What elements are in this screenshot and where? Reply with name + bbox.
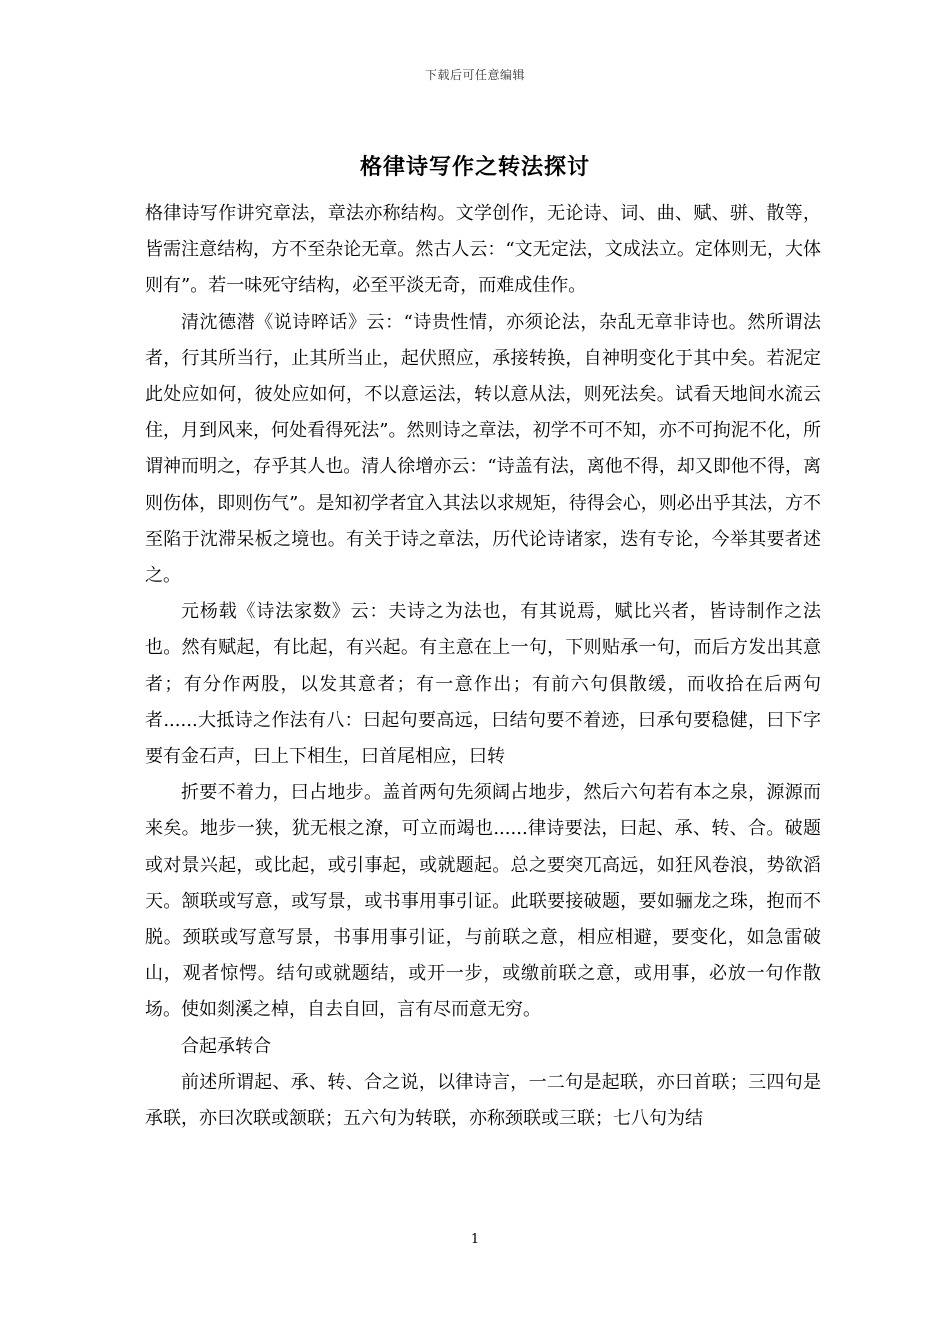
document-body [145, 196, 821, 1137]
paragraph-3: 元杨载《诗法家数》云：夫诗之为法也，有其说焉，赋比兴者，皆诗制作之法也。然有赋起，有比起，有兴起。有主意在上一句，下则贴承一句，而后方发出其意者；有分作两股，以发其意者；有一意作出；有前六句俱散缓，而收拾在后两句者......大抵诗之作法有八：曰起句要高远，曰结句要不着迹，曰承句要稳健，曰下字要有金石声，曰上下相生，曰首尾相应，曰转 [145, 601, 821, 768]
paragraph-1: 格律诗写作讲究章法，章法亦称结构。文学创作，无论诗、词、曲、赋、骈、散等，皆需注意结构，方不至杂论无章。然古人云：“文无定法，文成法立。定体则无，大体则有”。若一味死守结构，必至平淡无奇，而难成佳作。 [145, 203, 821, 297]
document-title: 格律诗写作之转法探讨 [359, 154, 590, 180]
paragraph-4: 折要不着力，曰占地步。盖首两句先须阔占地步，然后六句若有本之泉，源源而来矣。地步一狭，犹无根之潦，可立而竭也......律诗要法，曰起、承、转、合。破题或对景兴起，或比起，或引事起，或就题起。总之要突兀高远，如狂风卷浪，势欲滔天。颔联或写意，或写景，或书事用事引证。此联要接破题，要如骊龙之珠，抱而不脱。颈联或写意写景，书事用事引证，与前联之意，相应相避，要变化，如急雷破山，观者惊愕。结句或就题结，或开一步，或缴前联之意，或用事，必放一句作散场。使如剡溪之棹，自去自回，言有尽而意无穷。 [145, 782, 821, 1021]
section-heading: 合起承转合 [181, 1035, 271, 1057]
page-number: 1 [470, 1232, 480, 1247]
paragraph-2: 清沈德潜《说诗晬话》云：“诗贵性情，亦须论法，杂乱无章非诗也。然所谓法者，行其所当行，止其所当止，起伏照应，承接转换，自神明变化于其中矣。若泥定此处应如何，彼处应如何，不以意运法，转以意从法，则死法矣。试看天地间水流云住，月到风来，何处看得死法”。然则诗之章法，初学不可不知，亦不可拘泥不化，所谓神而明之，存乎其人也。清人徐增亦云：“诗盖有法，离他不得，却又即他不得，离则伤体，即则伤气”。是知初学者宜入其法以求规矩，待得会心，则必出乎其法，方不至陷于沈滞呆板之境也。有关于诗之章法，历代论诗诸家，迭有专论，今举其要者述之。 [145, 311, 821, 587]
header-note: 下载后可任意编辑 [424, 68, 525, 82]
paragraph-5: 前述所谓起、承、转、合之说，以律诗言，一二句是起联，亦曰首联；三四句是承联，亦曰次联或颔联；五六句为转联，亦称颈联或三联；七八句为结 [145, 1071, 821, 1130]
